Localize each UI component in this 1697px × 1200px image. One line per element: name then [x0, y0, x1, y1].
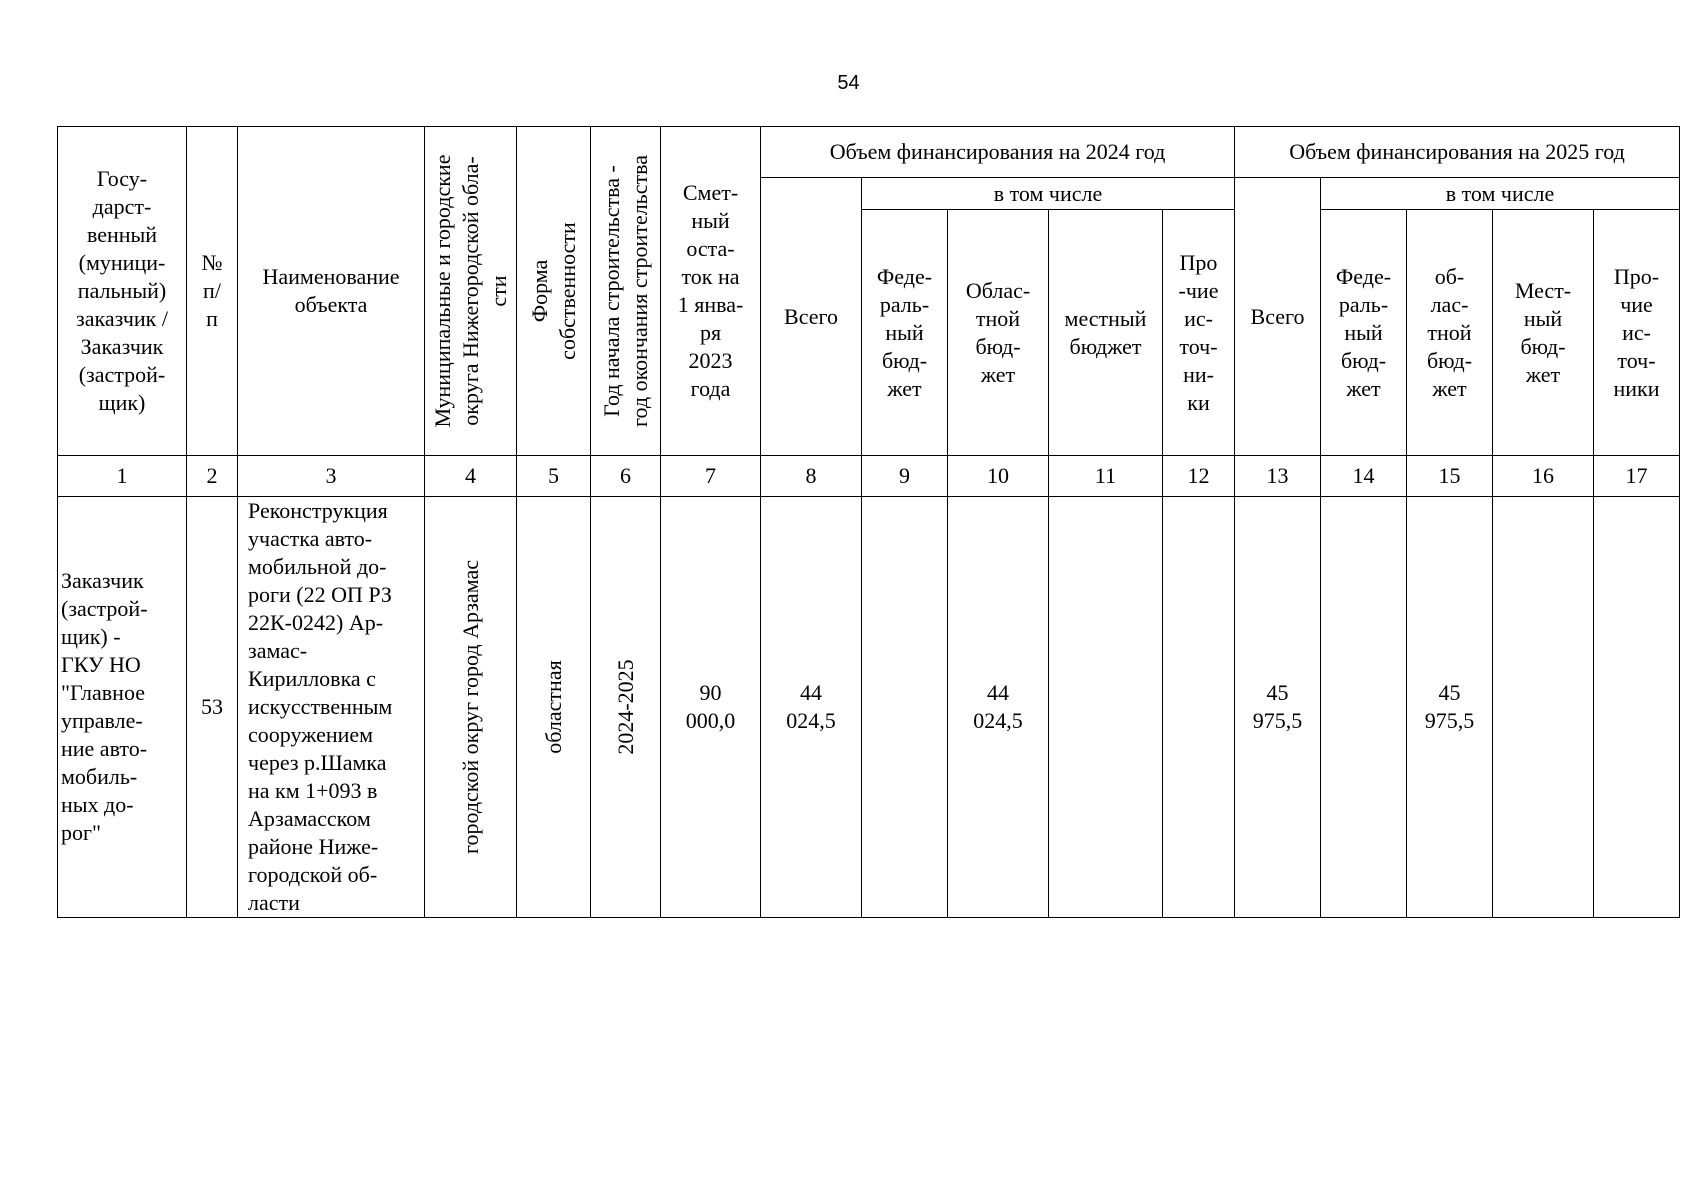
financing-table: [57, 126, 1680, 918]
column-number: 8: [761, 456, 862, 497]
header-regional-2024: Облас- тной бюд- жет: [948, 210, 1049, 456]
column-number: 15: [1407, 456, 1493, 497]
row-other-2024: [1163, 497, 1235, 918]
column-number: 17: [1594, 456, 1680, 497]
header-local-2025: Мест- ный бюд- жет: [1493, 210, 1594, 456]
column-number: 7: [661, 456, 761, 497]
row-total-2024: 44 024,5: [761, 497, 862, 918]
row-regional-2025: 45 975,5: [1407, 497, 1493, 918]
header-other-2024: Про -чие ис- точ- ни- ки: [1163, 210, 1235, 456]
column-number: 9: [862, 456, 948, 497]
header-including-2024: в том числе: [862, 178, 1235, 210]
row-customer: Заказчик (застрой- щик) - ГКУ НО "Главное управле- ние авто- мобиль- ных до- рог": [58, 497, 187, 918]
header-regional-2025: об- лас- тной бюд- жет: [1407, 210, 1493, 456]
header-total-2024: Всего: [761, 178, 862, 456]
row-local-2024: [1049, 497, 1163, 918]
header-ownership: Форма собственности: [517, 127, 591, 456]
column-number: 3: [238, 456, 425, 497]
header-other-2025: Про- чие ис- точ- ники: [1594, 210, 1680, 456]
header-local-2024: местный бюджет: [1049, 210, 1163, 456]
row-estimate-balance: 90 000,0: [661, 497, 761, 918]
column-number-row: [58, 456, 1680, 497]
header-estimate-balance: Смет- ный оста- ток на 1 янва- ря 2023 года: [661, 127, 761, 456]
header-construction-years: Год начала строительства - год окончания строительства: [591, 127, 661, 456]
row-federal-2024: [862, 497, 948, 918]
header-funding-2024: Объем финансирования на 2024 год: [761, 127, 1235, 178]
table-row: [58, 497, 1680, 918]
header-object-name: Наименование объекта: [238, 127, 425, 456]
column-number: 10: [948, 456, 1049, 497]
column-number: 4: [425, 456, 517, 497]
column-number: 13: [1235, 456, 1321, 497]
header-total-2025: Всего: [1235, 178, 1321, 456]
column-number: 6: [591, 456, 661, 497]
header-federal-2024: Феде- раль- ный бюд- жет: [862, 210, 948, 456]
column-number: 11: [1049, 456, 1163, 497]
column-number: 16: [1493, 456, 1594, 497]
header-including-2025: в том числе: [1321, 178, 1680, 210]
row-object-name: Реконструкция участка авто- мобильной до- роги (22 ОП РЗ 22К-0242) Ар- замас- Кирилловка с искусственным сооружением через р.Шамка на км 1+093 в Арзамасском районе Ниже- городской об- ласти: [238, 497, 425, 918]
header-municipality: Муниципальные и городские округа Нижегородской обла- сти: [425, 127, 517, 456]
row-ownership: областная: [517, 497, 591, 918]
row-construction-years: 2024-2025: [591, 497, 661, 918]
page-number: 54: [837, 72, 860, 94]
row-other-2025: [1594, 497, 1680, 918]
row-municipality: городской округ город Арзамас: [425, 497, 517, 918]
header-funding-2025: Объем финансирования на 2025 год: [1235, 127, 1680, 178]
column-number: 5: [517, 456, 591, 497]
header-number: № п/ п: [187, 127, 238, 456]
row-regional-2024: 44 024,5: [948, 497, 1049, 918]
header-federal-2025: Феде- раль- ный бюд- жет: [1321, 210, 1407, 456]
column-number: 12: [1163, 456, 1235, 497]
row-federal-2025: [1321, 497, 1407, 918]
header-customer: Госу- дарст- венный (муници- пальный) заказчик / Заказчик (застрой- щик): [58, 127, 187, 456]
row-total-2025: 45 975,5: [1235, 497, 1321, 918]
row-local-2025: [1493, 497, 1594, 918]
column-number: 2: [187, 456, 238, 497]
column-number: 1: [58, 456, 187, 497]
column-number: 14: [1321, 456, 1407, 497]
row-number: 53: [187, 497, 238, 918]
